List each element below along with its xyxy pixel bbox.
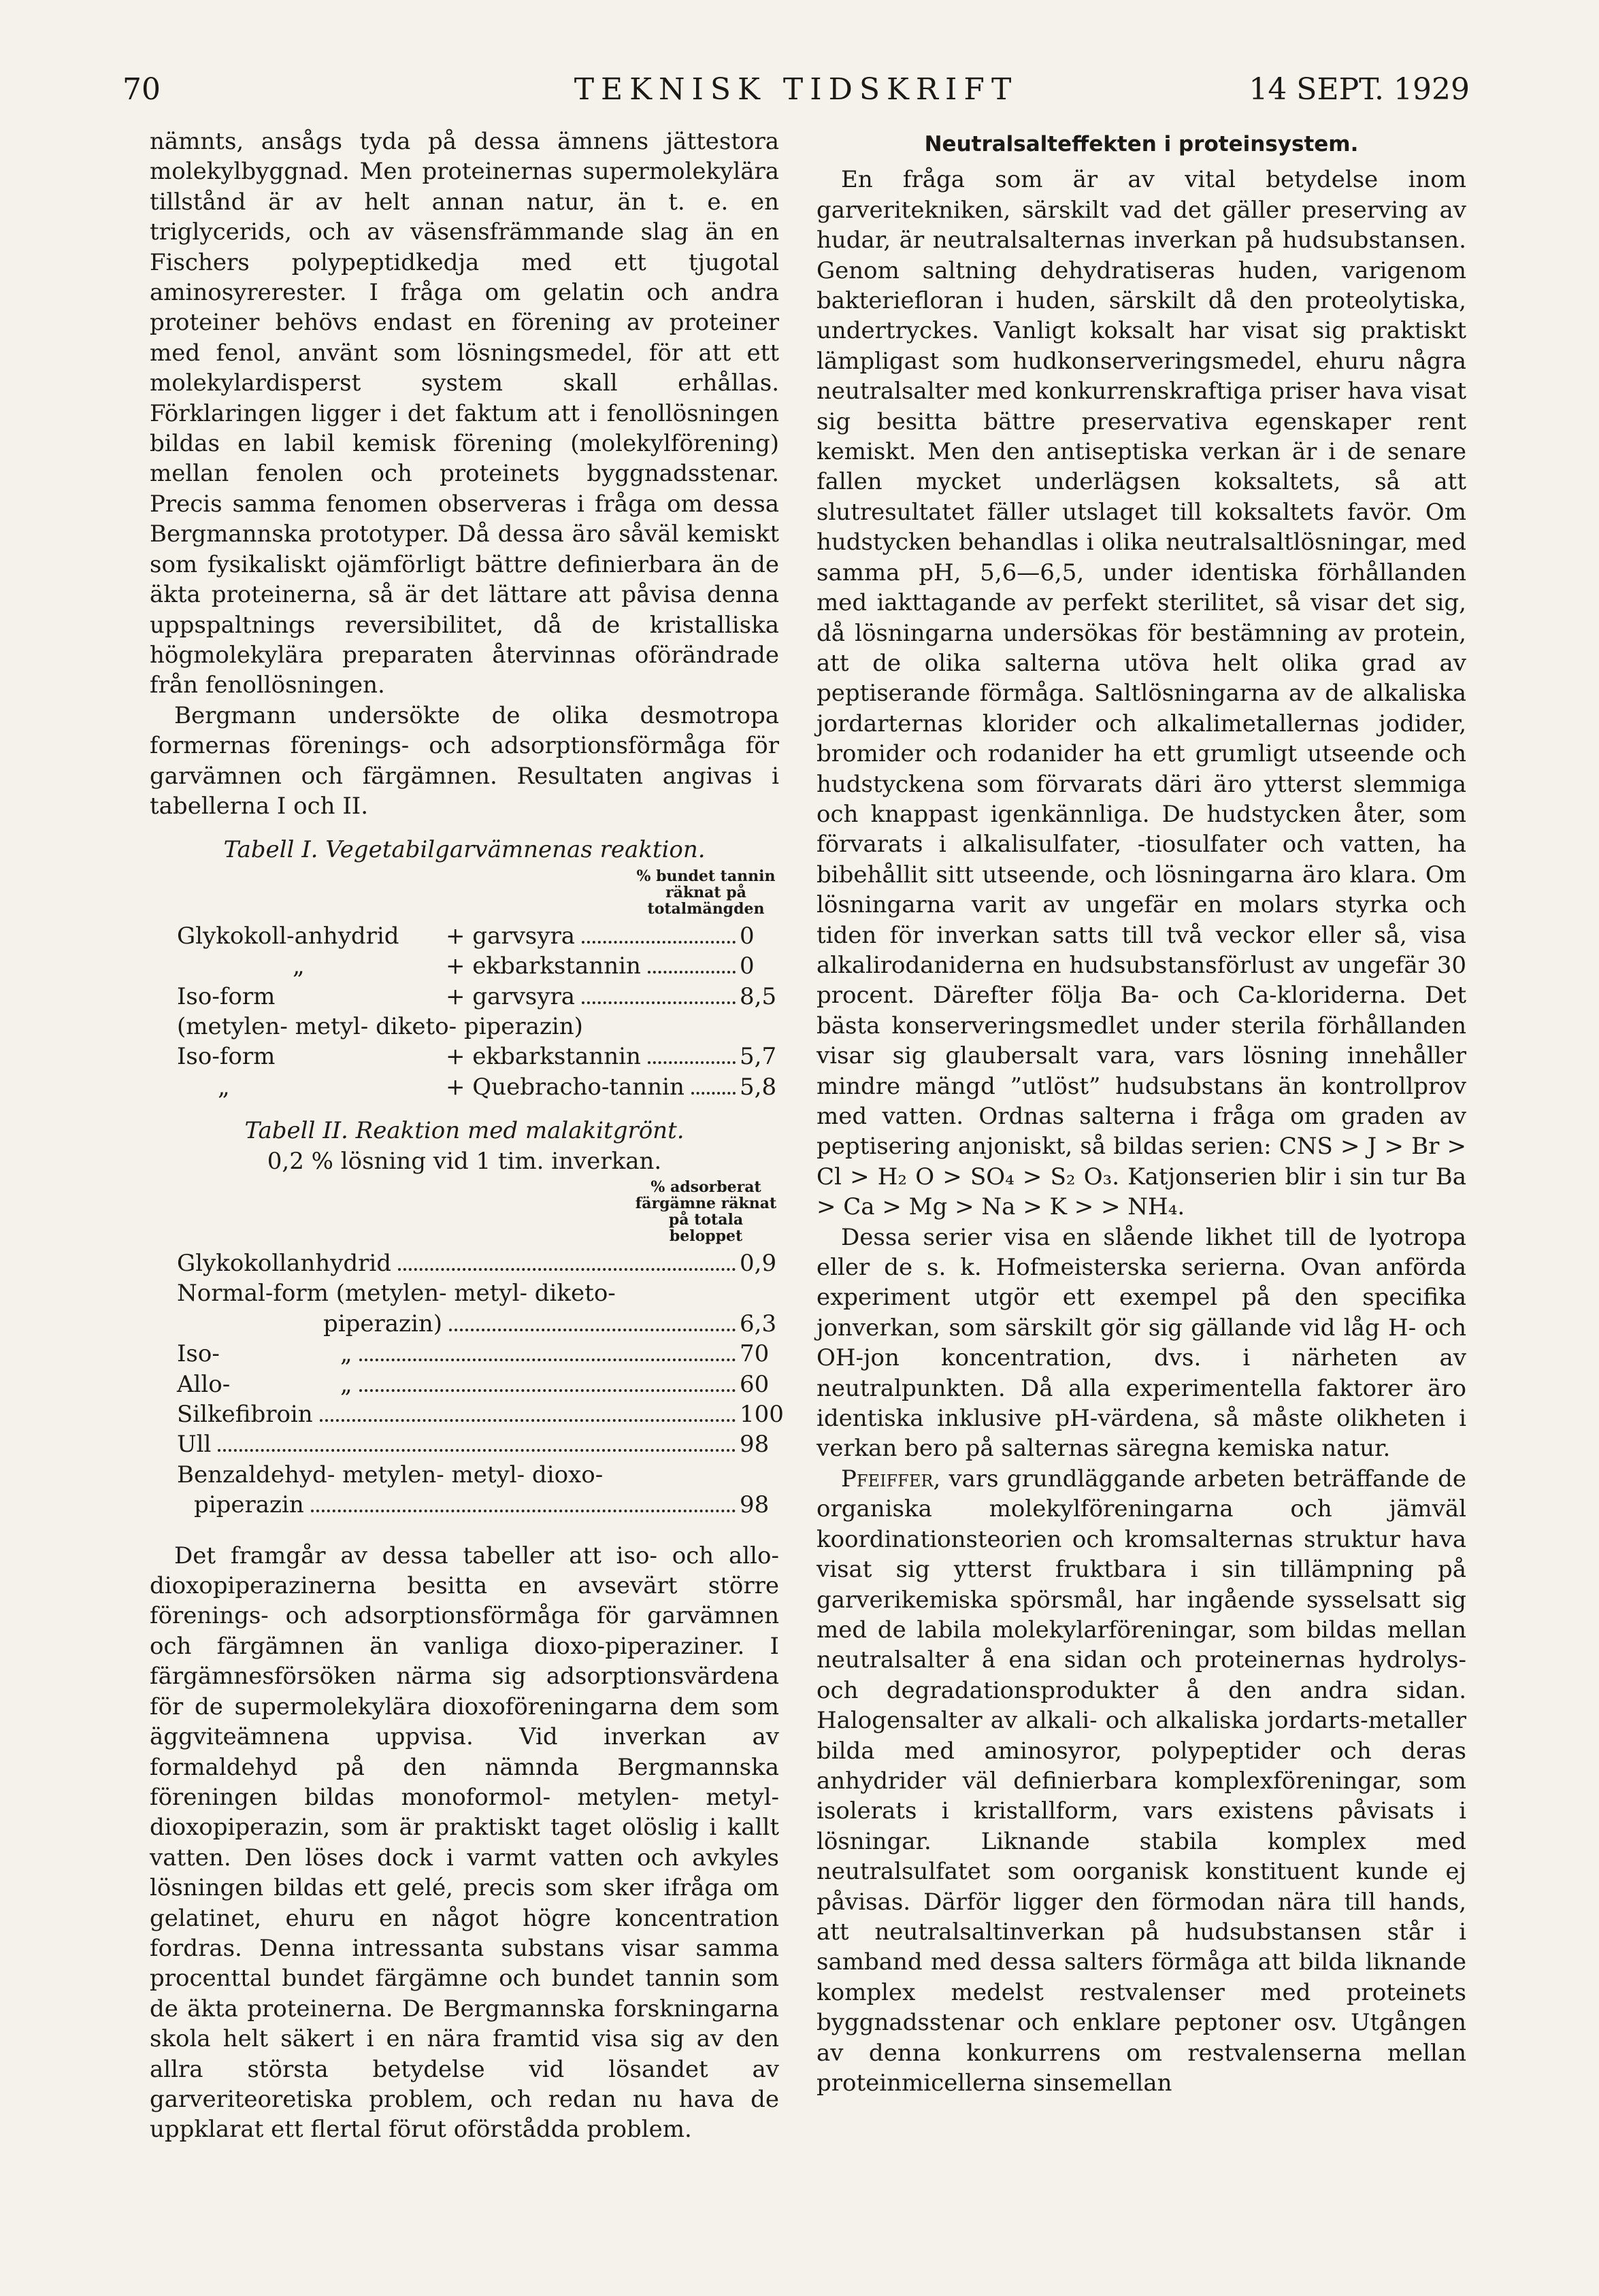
table-2-caption: Tabell II. Reaktion med malakitgrönt. — [244, 1117, 685, 1145]
table-cell-name: (metylen- metyl- diketo- piperazin) — [177, 1012, 583, 1040]
table-cell-value: 98 — [740, 1431, 770, 1459]
table-cell-ditto: „ — [340, 1340, 352, 1368]
table-row — [150, 1042, 779, 1071]
table-row — [150, 1012, 779, 1042]
section-heading: Neutralsalteffekten i proteinsystem. — [924, 132, 1359, 156]
dot-leader — [648, 1061, 736, 1064]
table-cell-agent: + ekbarkstannin — [446, 952, 641, 980]
table-row — [150, 1339, 779, 1369]
table-cell-name: Allo- — [177, 1370, 231, 1398]
table-cell-value: 0 — [740, 952, 755, 980]
dot-leader — [691, 1092, 736, 1095]
table-row — [150, 1490, 779, 1520]
table-row — [150, 1248, 779, 1278]
table-cell-ditto: „ — [340, 1370, 352, 1398]
table-row — [150, 951, 779, 981]
issue-date: 14 SEPT. 1929 — [1249, 72, 1470, 107]
table-row — [150, 1278, 779, 1308]
table-row — [150, 1309, 779, 1339]
table-cell-agent: + Quebracho-tannin — [446, 1073, 685, 1101]
dot-leader — [359, 1389, 736, 1392]
dot-leader — [582, 941, 736, 944]
dot-leader — [398, 1268, 736, 1271]
dot-leader — [582, 1001, 736, 1004]
table-cell-value: 98 — [740, 1491, 770, 1519]
table-row — [150, 1399, 784, 1429]
page-number: 70 — [122, 72, 161, 107]
table-2-unit-label: % adsorberat färgämne räknat på totala beloppet — [635, 1178, 777, 1245]
table-cell-name: Iso-form — [177, 982, 276, 1010]
table-cell-value: 70 — [740, 1340, 770, 1368]
table-cell-name: Glykokollanhydrid — [177, 1250, 392, 1277]
table-cell-value: 100 — [740, 1401, 784, 1429]
paragraph: Det framgår av dessa tabeller att iso- och allo-dioxopiperazinerna besitta en avsevärt större förenings- och adsorptionsförmåga för garvämnen och färgämnen än vanliga dioxo-piperaziner. I färgämnesförsöken närma sig adsorptionsvärdena för de supermolekylära dioxoföreningarna dem som äggviteämnena uppvisa. Vid inverkan av formaldehyd på den nämnda Bergmannska föreningen bildas monoformol- metylen- metyl- dioxopiperazin, som är praktiskt taget olöslig i kallt vatten. Den löses dock i varmt vatten och avkyles lösningen bildas ett gelé, precis som sker ifråga om gelatinet, ehuru en något högre koncentration fordras. Denna intressanta substans visar samma procenttal bundet färgämne och bundet tannin som de äkta proteinerna. De Bergmannska forskningarna skola helt säkert i en nära framtid visa sig av den allra största betydelse vid lösandet av garveriteoretiska problem, och redan nu hava de uppklarat ett flertal förut oförstådda problem. — [150, 1542, 779, 2144]
left-column — [150, 127, 784, 2145]
table-cell-name: Ull — [177, 1431, 212, 1459]
table-cell-value: 0 — [740, 922, 755, 950]
table-row — [150, 1072, 779, 1102]
table-cell-value: 8,5 — [740, 982, 777, 1010]
table-2-subcaption: 0,2 % lösning vid 1 tim. inverkan. — [267, 1147, 662, 1175]
table-cell-value: 5,7 — [740, 1043, 777, 1071]
paragraph: En fråga som är av vital betydelse inom garveritekniken, särskilt vad det gäller preserving av hudar, är neutralsalternas inverkan på hudsubstansen. Genom saltning dehydratiseras huden, varigenom bakteriefloran i huden, särskilt då den proteolytiska, undertryckes. Vanligt koksalt har visat sig praktiskt lämpligast som hudkonserveringsmedel, ehuru några neutralsalter med konkurrenskraftiga priser hava visat sig besitta bättre preservativa egenskaper rent kemiskt. Men den antiseptiska verkan är i de senare fallen mycket underlägsen koksaltets, så att slutresultatet fäller utslaget till koksaltets favör. Om hudstycken behandlas i olika neutralsaltlösningar, med samma pH, 5,6—6,5, under identiska förhållanden med iakttagande av perfekt sterilitet, så visar det sig, då lösningarna undersökas för bestämning av protein, att de olika salterna utöva helt olika grad av peptiserande förmåga. Saltlösningarna av de alkaliska jordarternas klorider och alkalimetallernas jodider, bromider och rodanider ha ett grumligt utseende och hudstyckena som förvarats däri äro ytterst slemmiga och knappast igenkännliga. De hudstycken åter, som förvarats i alkalisulfater, -tiosulfater och vatten, ha bibehållit sitt utseende, och lösningarna äro klara. Om lösningarna varit av ungefär en molars styrka och tiden för inverkan satts till två veckor eller så, visa alkalirodaniderna en hudsubstansförlust av ungefär 30 procent. Därefter följa Ba- och Ca-kloriderna. Det bästa konserveringsmedlet under sterila förhållanden visar sig glaubersalt vara, vars lösning innehåller mindre mängd ”utlöst” hudsubstans än kontrollprov med vatten. Ordnas salterna i fråga om graden av peptisering anjoniskt, så bildas serien: CNS > J > Br > Cl > H₂ O > SO₄ > S₂ O₃. Katjonserien blir i sin tur Ba > Ca > Mg > Na > K > > NH₄. — [817, 166, 1466, 1221]
table-row — [150, 1369, 779, 1399]
table-cell-agent: + ekbarkstannin — [446, 1043, 641, 1071]
paragraph — [817, 1464, 1466, 2099]
table-cell-name: Iso- — [177, 1340, 220, 1368]
dot-leader — [449, 1329, 736, 1331]
table-cell-value: 60 — [740, 1370, 770, 1398]
table-cell-value: 5,8 — [740, 1073, 777, 1101]
journal-title: TEKNISK TIDSKRIFT — [574, 72, 1019, 107]
table-cell-agent: + garvsyra — [446, 922, 575, 950]
dot-leader — [648, 971, 736, 974]
paragraph: nämnts, ansågs tyda på dessa ämnens jättestora molekylbyggnad. Men proteinernas supermolekylära tillstånd är av helt annan natur, än t. e. en triglycerids, och av väsensfrämmande slag än en Fischers polypeptidkedja med ett tjugotal aminosyrerester. I fråga om gelatin och andra proteiner behövs endast en förening av proteiner med fenol, använt som lösningsmedel, för att ett molekylardisperst system skall erhållas. Förklaringen ligger i det faktum att i fenollösningen bildas en labil kemisk förening (molekylförening) mellan fenolen och proteinets byggnadsstenar. Precis samma fenomen observeras i fråga om dessa Bergmannska prototyper. Då dessa äro såväl kemiskt som fysikaliskt ojämförligt bättre definierbara än de äkta proteinerna, så är det lättare att påvisa denna uppspaltnings reversibilitet, då de kristalliska högmolekylära preparaten återvinnas oförändrade från fenollösningen. — [150, 128, 779, 699]
table-cell-value: 6,3 — [740, 1310, 777, 1337]
table-row — [150, 921, 779, 951]
dot-leader — [218, 1449, 736, 1452]
table-cell-name: Iso-form — [177, 1043, 276, 1071]
paragraph: Bergmann undersökte de olika desmotropa formernas förenings- och adsorptionsförmåga för garvämnen och färgämnen. Resultaten angivas i tabellerna I och II. — [150, 701, 779, 820]
table-row — [150, 1429, 779, 1459]
table-1-unit-label: % bundet tannin räknat på totalmängden — [636, 867, 776, 918]
table-row — [150, 982, 779, 1012]
table-cell-agent: + garvsyra — [446, 982, 575, 1010]
table-2 — [150, 1116, 784, 1520]
table-cell-name: Silkefibroin — [177, 1401, 313, 1429]
dot-leader — [320, 1419, 736, 1422]
table-cell-name: „ — [218, 1073, 230, 1101]
running-header — [122, 68, 1470, 116]
table-cell-name: Normal-form (metylen- metyl- diketo- — [177, 1280, 616, 1308]
paragraph-text: , vars grundläggande arbeten beträffande de organiska molekylföreningarna och jämväl koordinationsteorien och kromsalternas struktur hava visat sig ytterst fruktbara i sin tillämpning på garverikemiska spörsmål, har ingående sysselsatt sig med de labila molekylarföreningar, som bildas mellan neutralsalter å ena sidan och proteinernas hydrolys- och degradationsprodukter å den andra sidan. Halogensalter av alkali- och alkaliska jordarts-metaller bilda med aminosyror, polypeptider och deras anhydrider väl definierbara komplexföreningar, som isolerats i kristallform, vars existens påvisats i lösningar. Liknande stabila komplex med neutralsulfatet som oorganisk konstituent kunde ej påvisas. Därför ligger den förmodan nära till hands, att neutralsaltinverkan på hudsubstansen står i samband med dessa salters förmåga att bilda liknande komplex medelst restvalenser med proteinets byggnadsstenar och enklare peptoner osv. Utgången av denna konkurrens om restvalenserna mellan proteinmicellerna sinsemellan — [817, 1465, 1466, 2097]
table-cell-name: piperazin) — [323, 1310, 442, 1337]
table-row — [150, 1460, 779, 1490]
dot-leader — [311, 1510, 736, 1512]
table-cell-name: „ — [293, 952, 305, 980]
table-cell-name: Glykokoll-anhydrid — [177, 922, 399, 950]
table-cell-name: piperazin — [194, 1491, 304, 1519]
dot-leader — [359, 1359, 736, 1361]
paragraph: Dessa serier visa en slående likhet till de lyotropa eller de s. k. Hofmeisterska serierna. Ovan anförda experiment utgör ett exempel på den specifika jonverkan, som särskilt gör sig gällande vid låg H- och OH-jon koncentration, dvs. i närheten av neutralpunkten. Då alla experimentella faktorer äro identiska inklusive pH-värdena, så måste olikheten i verkan bero på salternas säregna kemiska natur. — [817, 1223, 1466, 1463]
table-1-caption: Tabell I. Vegetabilgarvämnenas reaktion. — [223, 836, 706, 864]
table-1 — [150, 835, 779, 1102]
author-name: Pfeiffer — [841, 1465, 934, 1493]
table-cell-value: 0,9 — [740, 1250, 777, 1277]
table-cell-name: Benzaldehyd- metylen- metyl- dioxo- — [177, 1461, 604, 1488]
right-column — [817, 127, 1466, 2098]
